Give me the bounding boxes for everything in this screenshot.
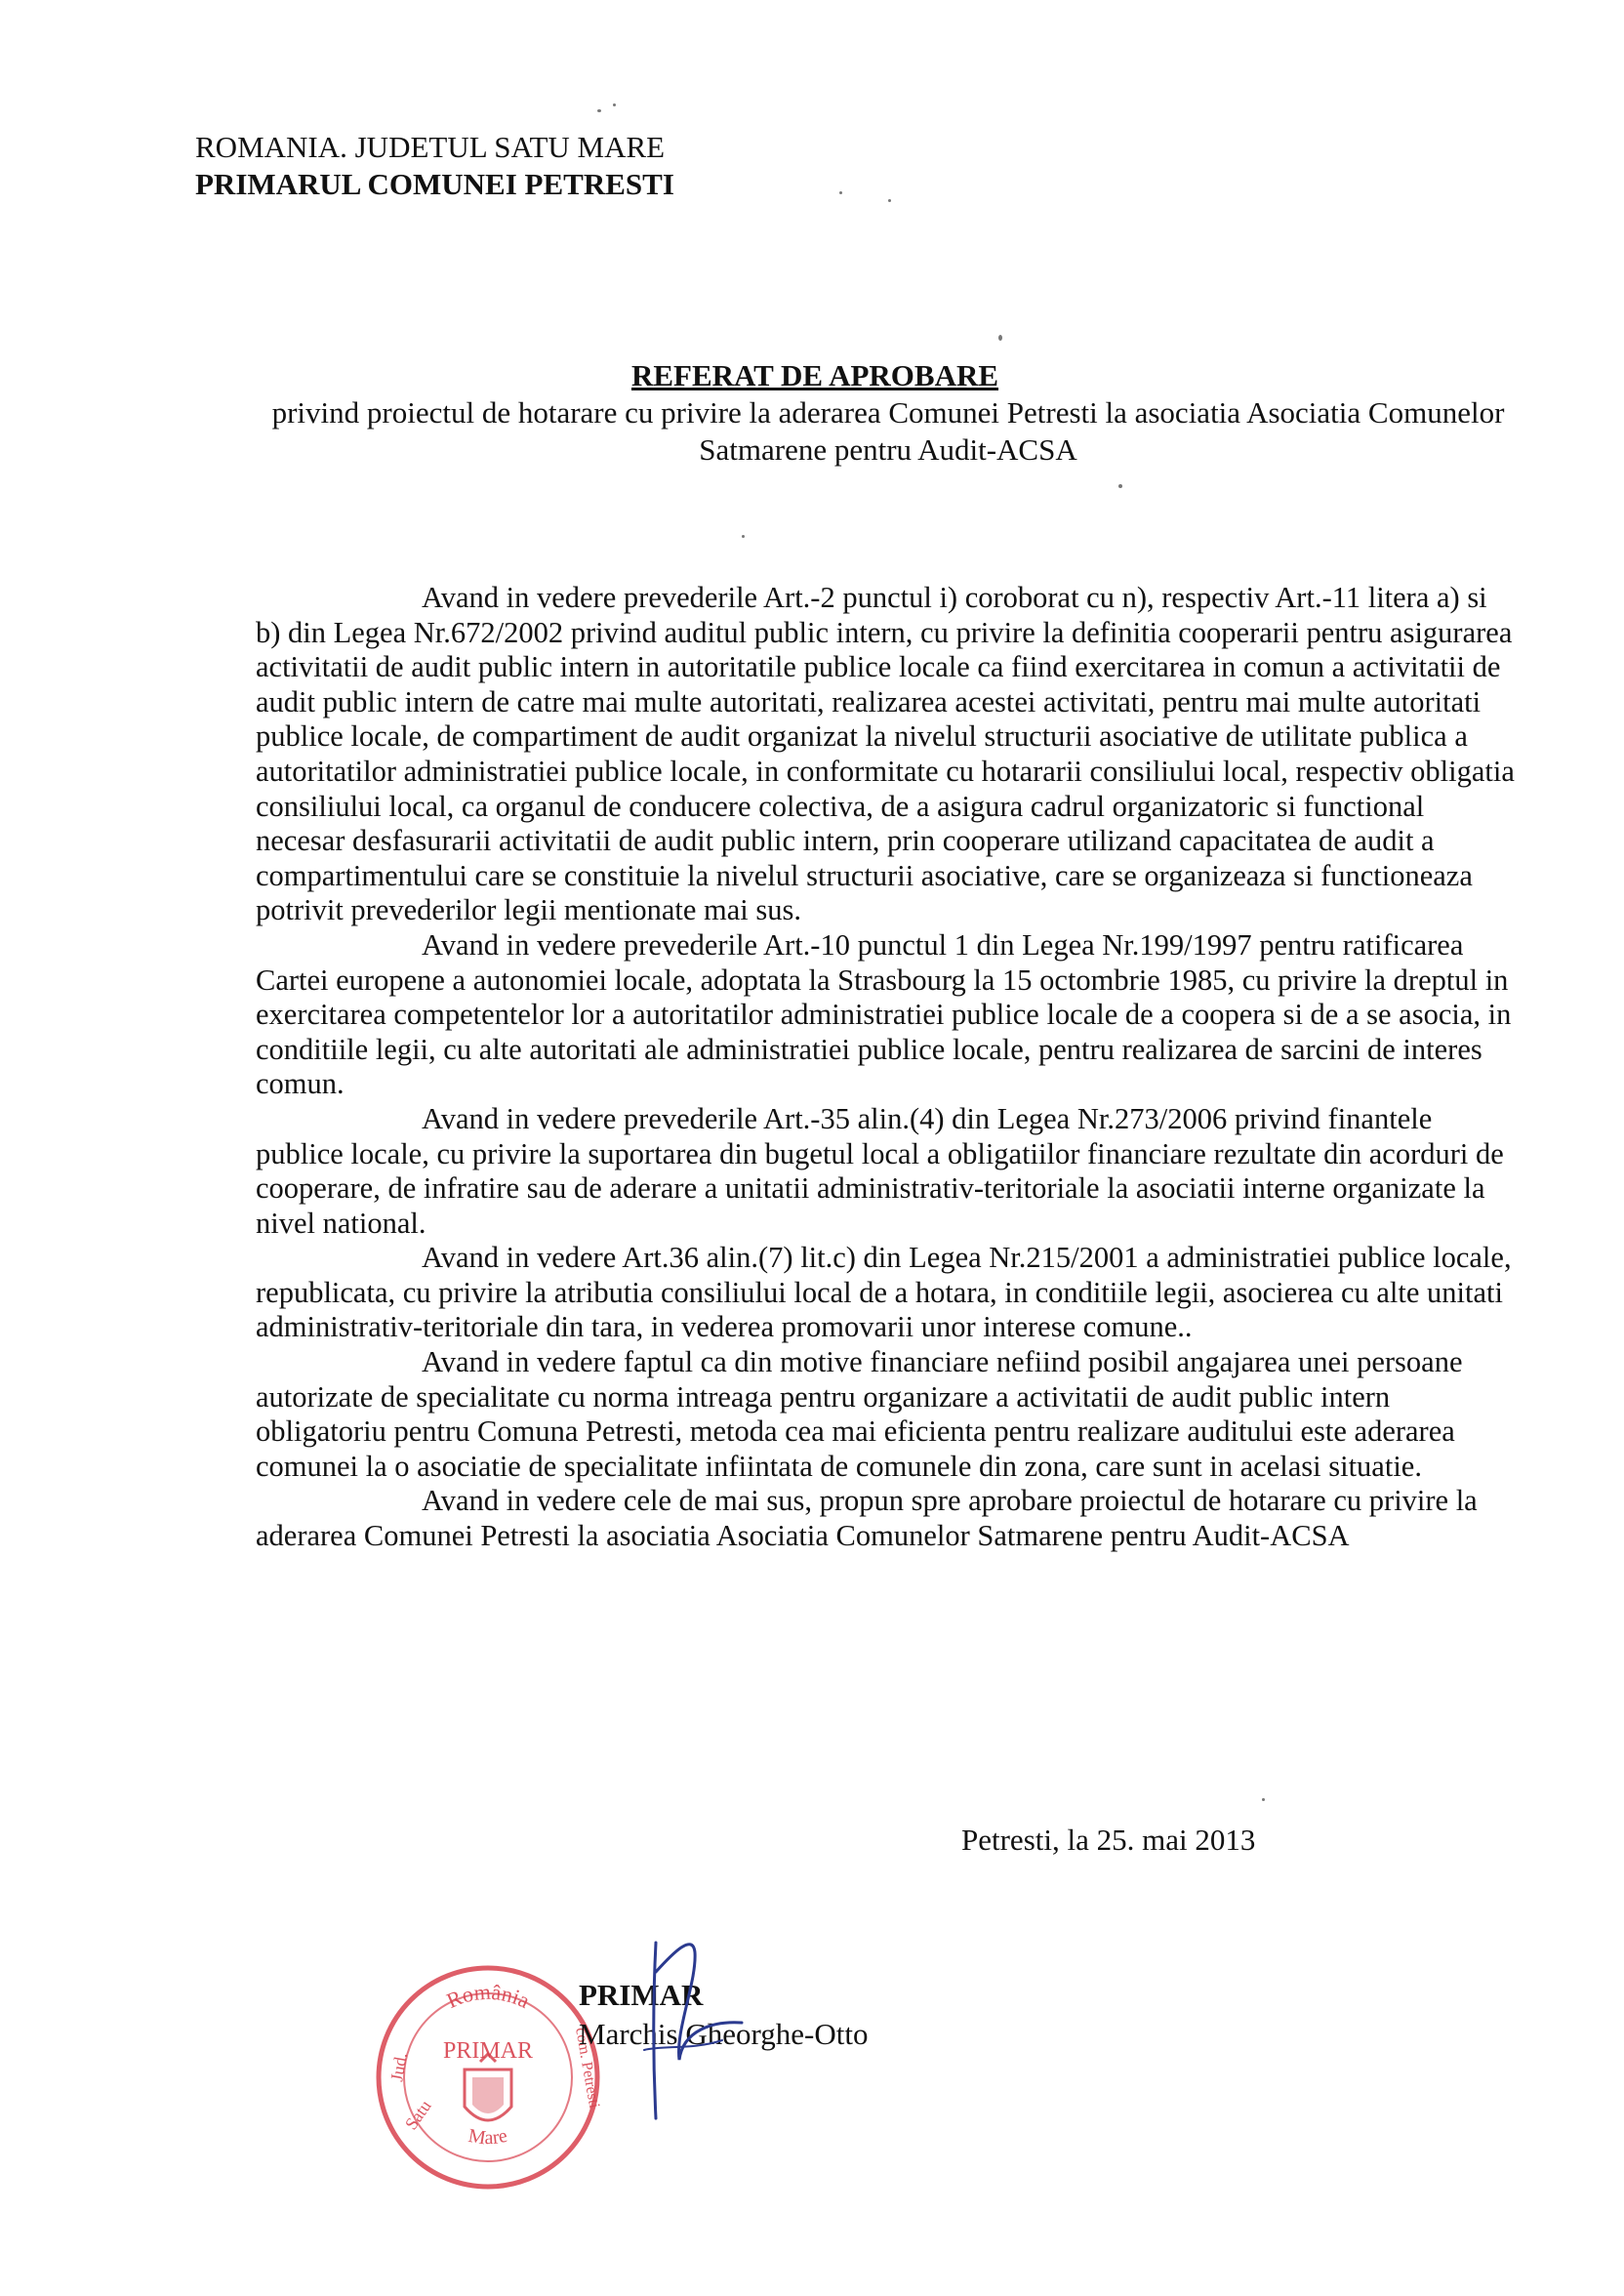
- handwritten-signature: [586, 1913, 781, 2148]
- document-header: [195, 129, 674, 203]
- official-stamp: [371, 1960, 605, 2194]
- stamp-left-text: Jud.: [386, 2051, 412, 2083]
- stamp-bottom-left-text: Satu: [400, 2096, 435, 2134]
- stamp-right-text: com. Petresti: [572, 2026, 603, 2110]
- document-title: REFERAT DE APROBARE: [630, 358, 999, 392]
- svg-text:Mare: [467, 2125, 509, 2150]
- paragraph: Avand in vedere cele de mai sus, propun spre aprobare proiectul de hotarare cu privire la aderarea Comunei Petresti la asociatia Asociatia Comunelor Satmarene pentru Audit-ACSA: [256, 1484, 1478, 1553]
- stamp-bottom-text: Mare: [467, 2124, 509, 2150]
- paragraph: Avand in vedere Art.36 alin.(7) lit.c) din Legea Nr.215/2001 a administratiei publice locale, republicata, cu privire la atributia consiliului local de a hotara, in conditiile legii, asocierea cu alte unitati administrativ-teritoriale din tara, in vederea promovarii unor interese comune..: [256, 1241, 1512, 1344]
- paragraph: Avand in vedere prevederile Art.-35 alin.(4) din Legea Nr.273/2006 privind finantele publice locale, cu privire la suportarea din bugetul local a obligatiilor financiare rezultate din acorduri de cooperare, de infratire sau de aderare a unitatii administrativ-teritoriale la asociatii interne organizate la nivel national.: [256, 1101, 1504, 1240]
- scan-speck: [998, 335, 1002, 341]
- coat-of-arms-icon: [465, 2054, 511, 2120]
- document-subtitle-line2: Satmarene pentru Audit-ACSA: [699, 432, 1077, 467]
- scan-speck: [742, 535, 745, 538]
- scan-speck: [888, 199, 891, 202]
- title-block: [195, 357, 1562, 469]
- signature-role: PRIMAR: [579, 1978, 704, 2012]
- document-subtitle-line1: privind proiectul de hotarare cu privire la aderarea Comunei Petresti la asociatia Asociatia Comunelor: [271, 395, 1505, 430]
- scan-speck: [613, 103, 616, 106]
- header-location: ROMANIA. JUDETUL SATU MARE: [195, 130, 666, 164]
- stamp-center-text: PRIMAR: [442, 2038, 534, 2064]
- paragraph: Avand in vedere prevederile Art.-2 punctul i) coroborat cu n), respectiv Art.-11 litera a) si b) din Legea Nr.672/2002 privind auditul public intern, cu privire la definitia cooperarii pentru asigurarea activitatii de audit public intern in autoritatile publice locale ca fiind exercitarea in comun a activitatii de audit public intern de catre mai multe autoritati, realizarea acestei activitati, pentru mai multe autoritati publice locale, de compartiment de audit organizat la nivelul structurii asociative de utilitate publica a autoritatilor administratiei publice locale, in conformitate cu hotararii consiliului local, respectiv obligatia consiliului local, ca organul de conducere colectiva, de a asigura cadrul organizatoric si functional necesar desfasurarii activitatii de audit public intern, prin cooperare utilizand capacitatea de audit a compartimentului care se constituie la nivelul structurii asociative, care se organizeaza si functioneaza potrivit prevederilor legii mentionate mai sus.: [256, 581, 1515, 927]
- stamp-top-text: România: [442, 1979, 534, 2014]
- svg-text:România: [443, 1980, 534, 2014]
- paragraph: Avand in vedere faptul ca din motive financiare nefiind posibil angajarea unei persoane autorizate de specialitate cu norma intreaga pentru organizare a activitatii de audit public intern obligatoriu pentru Comuna Petresti, metoda cea mai eficienta pentru realizare auditului este aderarea comunei la o asociatie de specialitate infiintata de comunele din zona, care sunt in acelasi situatie.: [256, 1345, 1463, 1483]
- scan-speck: [1118, 484, 1122, 488]
- header-institution: PRIMARUL COMUNEI PETRESTI: [195, 167, 674, 201]
- signature-name: Marchis Gheorghe-Otto: [579, 2017, 869, 2051]
- paragraph: Avand in vedere prevederile Art.-10 punctul 1 din Legea Nr.199/1997 pentru ratificarea Cartei europene a autonomiei locale, adoptata la Strasbourg la 15 octombrie 1985, cu privire la dreptul in exercitarea competentelor lor a autoritatilor administratiei publice locale de a coopera si de a se asocia, in conditiile legii, cu alte autoritati ale administratiei publice locale, pentru realizarea de sarcini de interes comun.: [256, 927, 1512, 1101]
- scan-speck: [839, 191, 842, 194]
- scan-speck: [1262, 1798, 1265, 1801]
- document-body: [256, 581, 1515, 1554]
- scan-speck: [597, 109, 601, 112]
- document-date: Petresti, la 25. mai 2013: [961, 1823, 1256, 1857]
